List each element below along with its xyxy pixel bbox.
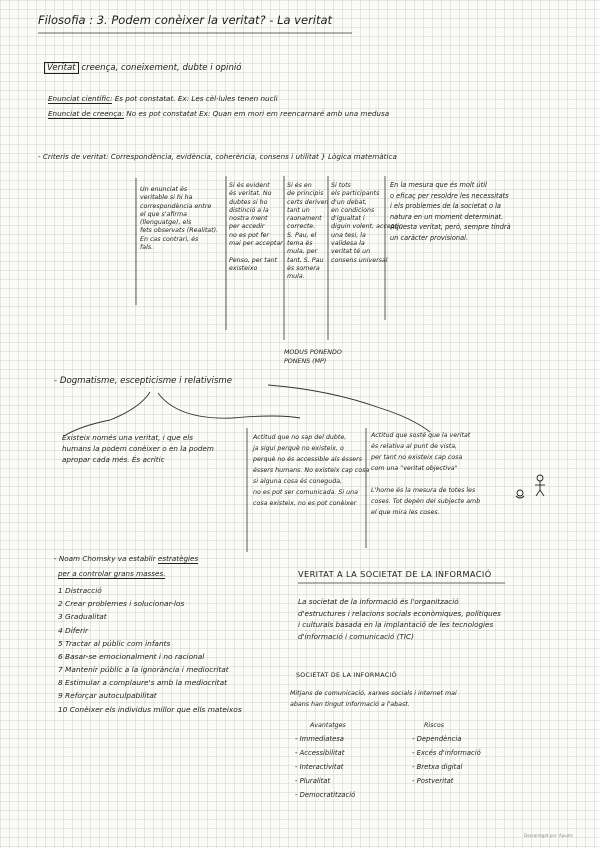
enunciat-creenca-label: Enunciat de creença: (48, 109, 125, 118)
dogmatisme-definition: Existeix només una veritat, i que els humans la podem conèixer o en la podem apropar cada més. És acrític (62, 433, 214, 465)
list-item: - Interactivitat (295, 762, 344, 771)
watermark: Descarregat per: Apunts (524, 833, 573, 838)
list-item: - Immediatesa (295, 735, 344, 743)
escepticisme-definition: Actitud que no sap del dubte, ja sigui perquè no existeix, o perquè no és accessible als éssers éssers humans. No existeix cap cosa si alguna cosa és coneguda, no es pot ser comunicada. Si una cosa existeix, no es pot conèixer (253, 434, 370, 508)
riscos-heading: Riscos (424, 722, 445, 729)
list-item: 6 Basar-se emocionalment i no racional (58, 651, 205, 661)
enunciat-creenca-text: No es pot constatat Ex: Quan em mori em reencarnaré amb una medusa (126, 109, 390, 118)
dogmatisme-heading: - Dogmatisme, escepticisme i relativisme (54, 376, 233, 386)
list-item: 2 Crear problemes i solucionar-los (58, 599, 185, 609)
list-item: 3 Gradualitat (58, 612, 107, 622)
column-utilitat: En la mesura que és molt útil o eficaç per resoldre les necessitats i els problemes de la societat o la natura en un moment determinat. Aquesta veritat, però, sempre tindrà un caràcter provisional. (390, 181, 511, 242)
avantatges-heading: Avantatges (310, 722, 346, 729)
list-item: 8 Estimular a complaure's amb la mediocritat (58, 678, 228, 688)
chomsky-strategies-list (58, 584, 242, 716)
societat-definition: La societat de la informació és l'organització d'estructures i relacions socials econòmiques, polítiques i culturals basada en la implantació de les tecnologies d'informació i comunicació (TIC) (298, 597, 501, 641)
list-item: - Democratització (295, 790, 356, 799)
list-item: 10 Conèixer els individus millor que ells mateixos (58, 704, 242, 714)
list-item: - Postveritat (412, 776, 454, 785)
list-item: 4 Diferir (58, 625, 89, 635)
relativisme-definition: Actitud que sosté que la veritat és relativa al punt de vista, per tant no existeix cap cosa com una "veritat objectiva" L'home és la mesura de totes les coses. Tot depèn del subjecte amb el que mira les coses. (371, 432, 481, 517)
enunciat-cientific-text: Es pot constatat. Ex: Les cèl·lules tenen nucli (114, 94, 278, 103)
column-coherencia: Si és en de principis certs deriven tant un raonament correcte. S. Pau, el tema és mula, per tant, S. Pau és somera mula. (287, 182, 329, 281)
column-evidencia: Si és evident és veritat. No dubtes si ho distinció a la nostra ment per accedir no es pot fer mai per acceptar Penso, per tant existeixo (229, 182, 283, 272)
chomsky-heading: - Noam Chomsky va establir estratègies (54, 554, 199, 563)
list-item: - Excés d'informació (412, 748, 481, 757)
avantatges-list (295, 733, 355, 803)
list-item: 1 Distracció (58, 586, 102, 595)
list-item: 9 Reforçar autoculpabilitat (58, 691, 157, 701)
list-item: - Bretxa digital (412, 762, 463, 771)
list-item: - Dependència (412, 735, 462, 743)
societat-heading: VERITAT A LA SOCIETAT DE LA INFORMACIÓ (298, 569, 492, 579)
criteris-logica: } Lògica matemàtica (321, 152, 397, 161)
veritat-word: Veritat (44, 62, 79, 74)
enunciat-cientific (48, 95, 278, 103)
criteris-text: Correspondència, evidència, coherència, consens i utilitat (110, 152, 319, 161)
page-title: Filosofia : 3. Podem conèixer la veritat? - La veritat (38, 13, 333, 27)
societat-subtext: Mitjans de comunicació, xarxes socials i internet mai abans han tingut informació a l'abast. (290, 690, 457, 709)
list-item: - Pluralitat (295, 776, 331, 785)
riscos-list (412, 733, 481, 789)
veritat-line (44, 64, 242, 74)
modus-ponens: MODUS PONENDO PONENS (MP) (284, 349, 342, 365)
enunciat-creenca (48, 110, 389, 118)
column-correspondencia: Un enunciat és veritable si hi ha correspondència entre el que s'afirma (llenguatge), els fets observats (Realitat). En cas contrari, és fals. (140, 186, 219, 252)
societat-subheading: SOCIETAT DE LA INFORMACIÓ (296, 672, 397, 679)
list-item: 7 Mantenir públic a la ignorància i mediocritat (58, 665, 229, 675)
criteris-label: - Criteris de veritat: (38, 152, 109, 161)
veritat-definition: creença, coneixement, dubte i opinió (81, 63, 242, 73)
enunciat-cientific-label: Enunciat científic: (48, 94, 113, 103)
chomsky-subheading: per a controlar grans masses. (58, 569, 166, 578)
list-item: - Accessibilitat (295, 748, 345, 757)
column-consens: Si tots els participants d'un debat, en condicions d'igualtat i diguin volent, acceptin una tesi, la validesa la veritat té un consens universal (331, 182, 404, 264)
list-item: 5 Tractar al públic com infants (58, 638, 171, 648)
criteris-line (38, 153, 397, 161)
